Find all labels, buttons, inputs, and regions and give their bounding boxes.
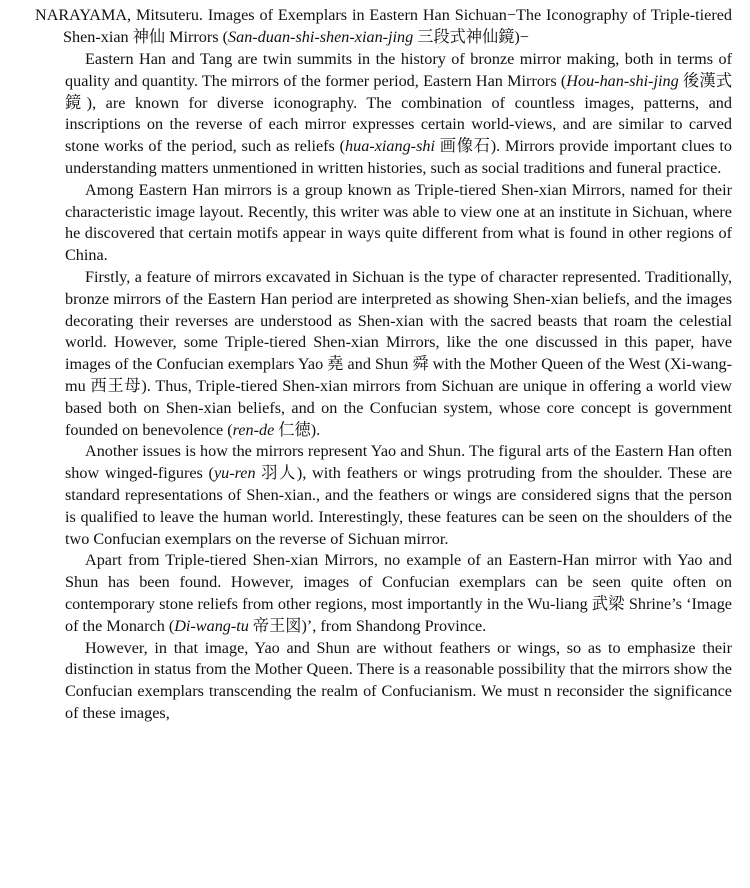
paragraph-text: Firstly, a feature of mirrors excavated in Sichuan is the type of character represented. Traditionally, bronze mirrors of the Eastern Han period are interpreted as showing Shen-xian beliefs, and the images decorating their reverses are understood as Shen-xian with the sacred beasts that roam the celestial world. However, some Triple-tiered Shen-xian Mirrors, like the one discussed in this paper, have images of the Confucian exemplars Yao 堯 and Shun 舜 with the Mother Queen of the West (Xi-wang-mu 西王母). Thus, Triple-tiered Shen-xian mirrors from Sichuan are unique in offering a world view based both on Shen-xian beliefs, and on the Confucian system, whose core concept is government founded on benevolence ( — [65, 267, 732, 439]
paragraph-3 — [35, 267, 732, 441]
paragraph-text: 帝王図)’, from Shandong Province. — [248, 616, 487, 635]
italic-term: Di-wang-tu — [174, 616, 249, 635]
author-name: NARAYAMA, Mitsuteru. — [35, 6, 203, 24]
italic-term: yu-ren — [213, 464, 256, 483]
paragraph-text: Among Eastern Han mirrors is a group known as Triple-tiered Shen-xian Mirrors, named for their characteristic image layout. Recently, this writer was able to view one at an institute in Sichuan, where he discovered that certain motifs appear in ways quite different from what is found in other regions of China. — [65, 180, 732, 265]
paragraph-text: 仁徳). — [274, 420, 321, 439]
title-cjk: 神仙 — [132, 28, 166, 46]
paragraph-text: 画像石). Mirrors provide important clues to understanding matters unmentioned in written histories, such as social traditions and funeral practice. — [65, 137, 733, 177]
paragraph-5 — [35, 550, 732, 637]
paragraph-text: Eastern Han and Tang are twin summits in the history of bronze mirror making, both in terms of quality and quantity. The mirrors of the former period, Eastern Han Mirrors ( — [65, 50, 732, 90]
paragraph-6 — [35, 638, 732, 725]
paragraph-text: However, in that image, Yao and Shun are without feathers or wings, so as to emphasize their distinction in status from the Mother Queen. There is a reasonable possibility that the mirrors show the Confucian exemplars transcending the realm of Confucianism. We must n reconsider the significance of these images, — [65, 638, 732, 722]
paragraph-1 — [35, 49, 732, 180]
title-text-end: 三段式神仙鏡)− — [413, 28, 529, 46]
paragraph-text: Another issues is how the mirrors represent Yao and Shun. The figural arts of the Eastern Han often show winged-figures ( — [65, 442, 732, 483]
paragraph-text: 後漢式鏡), are known for diverse iconography. The combination of countless images, patterns, and inscriptions on the reverse of each mirror expresses certain world-views, and are similar to carved stone works of the period, such as reliefs ( — [65, 71, 733, 156]
italic-term: Hou-han-shi-jing — [566, 71, 679, 90]
title-romanized: San-duan-shi-shen-xian-jing — [228, 28, 414, 46]
italic-term: ren-de — [232, 420, 275, 439]
title-text-cont: Mirrors ( — [165, 28, 229, 46]
paragraph-2 — [35, 180, 732, 267]
italic-term: hua-xiang-shi — [345, 137, 435, 156]
paragraph-4 — [35, 441, 732, 550]
paragraph-text: 羽人), with feathers or wings protruding from the shoulder. These are standard representations of Shen-xian., and the feathers or wings are considered signs that the person is qualified to leave the human world. Interestingly, these features can be seen on the shoulders of the two Confucian exemplars on the reverse of Sichuan mirror. — [65, 464, 732, 548]
paragraph-text: Apart from Triple-tiered Shen-xian Mirrors, no example of an Eastern-Han mirror with Yao and Shun has been found. However, images of Confucian exemplars can be seen quite often on contemporary stone reliefs from other regions, most importantly in the Wu-liang 武梁 Shrine’s ‘Image of the Monarch ( — [65, 551, 732, 635]
article-heading — [35, 4, 732, 48]
title-text: Images of Exemplars in Eastern Han Sichuan−The Iconography of Triple-tiered Shen-xian — [63, 6, 733, 46]
